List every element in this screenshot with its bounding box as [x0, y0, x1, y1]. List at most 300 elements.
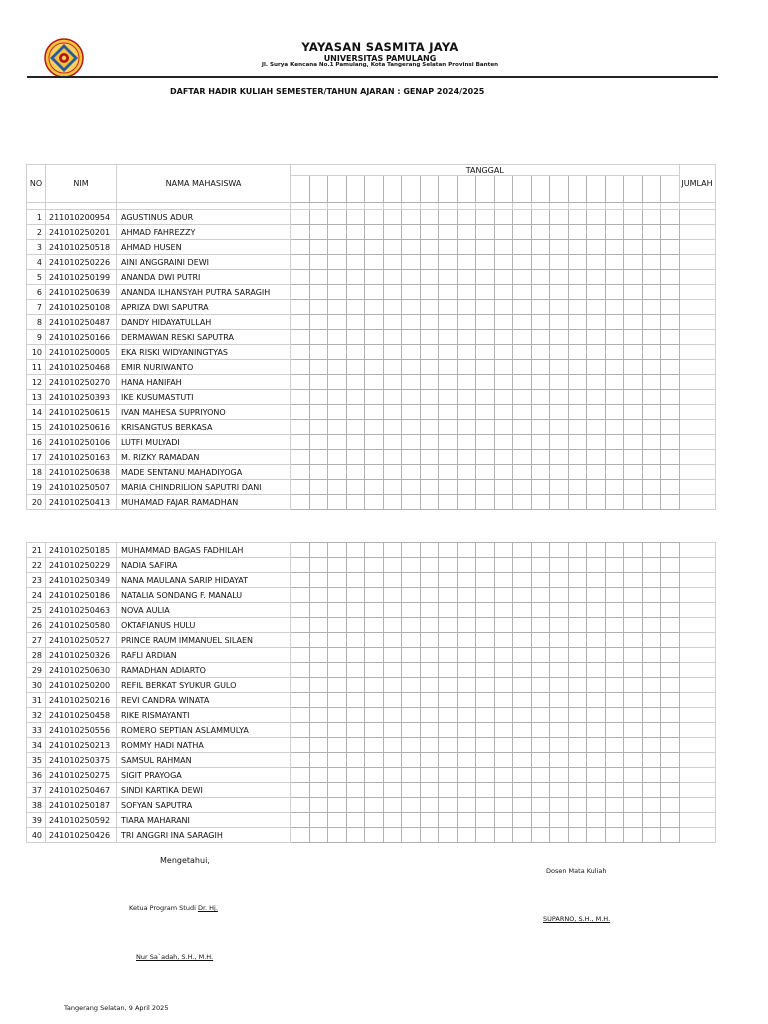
attendance-cell	[476, 390, 495, 405]
attendance-cell	[365, 588, 384, 603]
attendance-cell	[420, 603, 439, 618]
attendance-cell	[568, 330, 587, 345]
attendance-cell	[439, 435, 458, 450]
spacer-cell	[346, 203, 365, 210]
row-nim: 241010250426	[46, 828, 117, 843]
attendance-cell	[642, 768, 661, 783]
attendance-cell	[439, 753, 458, 768]
attendance-cell	[365, 633, 384, 648]
attendance-cell	[420, 255, 439, 270]
attendance-cell	[346, 480, 365, 495]
attendance-cell	[476, 225, 495, 240]
attendance-cell	[476, 270, 495, 285]
attendance-cell	[328, 543, 347, 558]
row-no: 40	[27, 828, 46, 843]
attendance-cell	[476, 435, 495, 450]
attendance-cell	[513, 480, 532, 495]
attendance-cell	[661, 345, 680, 360]
table-row	[27, 708, 716, 723]
attendance-cell	[291, 678, 310, 693]
row-nim: 241010250487	[46, 315, 117, 330]
attendance-cell	[568, 345, 587, 360]
attendance-cell	[605, 663, 624, 678]
attendance-cell	[624, 543, 643, 558]
attendance-cell	[365, 768, 384, 783]
table-row	[27, 360, 716, 375]
row-nama: KRISANGTUS BERKASA	[117, 420, 291, 435]
attendance-cell	[420, 375, 439, 390]
attendance-cell	[494, 270, 513, 285]
attendance-cell	[513, 738, 532, 753]
attendance-cell	[365, 693, 384, 708]
table-row	[27, 480, 716, 495]
attendance-cell	[587, 693, 606, 708]
attendance-cell	[661, 738, 680, 753]
attendance-cell	[513, 315, 532, 330]
attendance-cell	[328, 390, 347, 405]
attendance-cell	[568, 798, 587, 813]
attendance-cell	[642, 753, 661, 768]
attendance-cell	[309, 240, 328, 255]
attendance-cell	[402, 753, 421, 768]
attendance-cell	[642, 588, 661, 603]
row-nim: 241010250616	[46, 420, 117, 435]
attendance-cell	[439, 798, 458, 813]
row-nama: DERMAWAN RESKI SAPUTRA	[117, 330, 291, 345]
row-nim: 241010250592	[46, 813, 117, 828]
attendance-cell	[531, 603, 550, 618]
attendance-cell	[531, 270, 550, 285]
attendance-cell	[346, 255, 365, 270]
spacer-cell	[513, 203, 532, 210]
attendance-cell	[365, 663, 384, 678]
attendance-cell	[531, 240, 550, 255]
attendance-cell	[476, 255, 495, 270]
attendance-cell	[457, 738, 476, 753]
attendance-cell	[439, 375, 458, 390]
table-row	[27, 450, 716, 465]
row-jumlah	[679, 255, 715, 270]
attendance-cell	[605, 420, 624, 435]
attendance-cell	[642, 618, 661, 633]
row-nim: 241010250186	[46, 588, 117, 603]
attendance-cell	[568, 573, 587, 588]
attendance-cell	[365, 360, 384, 375]
attendance-cell	[531, 738, 550, 753]
attendance-cell	[531, 768, 550, 783]
attendance-cell	[605, 783, 624, 798]
attendance-cell	[346, 420, 365, 435]
attendance-cell	[328, 450, 347, 465]
attendance-cell	[383, 450, 402, 465]
attendance-cell	[439, 405, 458, 420]
attendance-cell	[587, 678, 606, 693]
attendance-cell	[383, 753, 402, 768]
attendance-cell	[309, 315, 328, 330]
attendance-cell	[494, 603, 513, 618]
attendance-cell	[642, 603, 661, 618]
attendance-cell	[420, 225, 439, 240]
attendance-cell	[587, 813, 606, 828]
attendance-cell	[346, 315, 365, 330]
attendance-cell	[420, 813, 439, 828]
attendance-cell	[291, 225, 310, 240]
attendance-cell	[309, 300, 328, 315]
attendance-cell	[291, 345, 310, 360]
attendance-cell	[476, 573, 495, 588]
attendance-cell	[439, 603, 458, 618]
attendance-cell	[346, 633, 365, 648]
attendance-cell	[550, 315, 569, 330]
attendance-cell	[513, 603, 532, 618]
row-nama: ROMERO SEPTIAN ASLAMMULYA	[117, 723, 291, 738]
table-row	[27, 255, 716, 270]
table-row	[27, 783, 716, 798]
attendance-cell	[402, 405, 421, 420]
attendance-cell	[605, 603, 624, 618]
attendance-cell	[291, 663, 310, 678]
attendance-cell	[328, 480, 347, 495]
attendance-cell	[346, 828, 365, 843]
attendance-cell	[642, 738, 661, 753]
attendance-cell	[513, 693, 532, 708]
attendance-cell	[550, 480, 569, 495]
spacer-cell	[383, 203, 402, 210]
attendance-cell	[624, 813, 643, 828]
attendance-cell	[624, 828, 643, 843]
attendance-cell	[365, 255, 384, 270]
attendance-table-2	[26, 542, 716, 843]
row-jumlah	[679, 330, 715, 345]
attendance-cell	[457, 270, 476, 285]
attendance-cell	[420, 588, 439, 603]
attendance-cell	[476, 465, 495, 480]
table-row	[27, 315, 716, 330]
attendance-cell	[642, 390, 661, 405]
attendance-cell	[605, 405, 624, 420]
spacer-cell	[117, 203, 291, 210]
attendance-cell	[513, 633, 532, 648]
row-no: 7	[27, 300, 46, 315]
attendance-cell	[402, 300, 421, 315]
attendance-cell	[642, 375, 661, 390]
attendance-cell	[383, 375, 402, 390]
attendance-cell	[476, 285, 495, 300]
row-no: 25	[27, 603, 46, 618]
attendance-cell	[457, 633, 476, 648]
attendance-cell	[476, 738, 495, 753]
table-row	[27, 648, 716, 663]
attendance-cell	[494, 813, 513, 828]
attendance-cell	[624, 618, 643, 633]
attendance-cell	[291, 285, 310, 300]
attendance-cell	[550, 708, 569, 723]
attendance-cell	[402, 225, 421, 240]
attendance-cell	[457, 543, 476, 558]
row-no: 34	[27, 738, 46, 753]
attendance-cell	[309, 783, 328, 798]
attendance-cell	[291, 828, 310, 843]
attendance-cell	[642, 633, 661, 648]
attendance-cell	[476, 798, 495, 813]
attendance-cell	[587, 255, 606, 270]
attendance-cell	[531, 798, 550, 813]
row-no: 28	[27, 648, 46, 663]
attendance-cell	[624, 210, 643, 225]
attendance-cell	[624, 633, 643, 648]
attendance-cell	[383, 828, 402, 843]
spacer-cell	[494, 203, 513, 210]
attendance-cell	[661, 798, 680, 813]
attendance-cell	[309, 330, 328, 345]
attendance-cell	[365, 573, 384, 588]
attendance-cell	[642, 723, 661, 738]
row-nim: 241010250518	[46, 240, 117, 255]
attendance-cell	[605, 240, 624, 255]
row-no: 1	[27, 210, 46, 225]
row-no: 37	[27, 783, 46, 798]
col-header-nim: NIM	[46, 165, 117, 203]
attendance-cell	[605, 330, 624, 345]
row-jumlah	[679, 375, 715, 390]
row-nama: MADE SENTANU MAHADIYOGA	[117, 465, 291, 480]
row-jumlah	[679, 753, 715, 768]
attendance-cell	[383, 240, 402, 255]
attendance-cell	[550, 270, 569, 285]
row-nama: ANANDA ILHANSYAH PUTRA SARAGIH	[117, 285, 291, 300]
attendance-cell	[476, 480, 495, 495]
attendance-cell	[439, 345, 458, 360]
attendance-cell	[550, 240, 569, 255]
attendance-cell	[309, 435, 328, 450]
attendance-cell	[642, 678, 661, 693]
attendance-cell	[309, 813, 328, 828]
attendance-cell	[642, 345, 661, 360]
attendance-cell	[420, 465, 439, 480]
attendance-cell	[291, 390, 310, 405]
attendance-cell	[642, 240, 661, 255]
attendance-cell	[291, 768, 310, 783]
row-nama: MUHAMAD FAJAR RAMADHAN	[117, 495, 291, 510]
attendance-cell	[439, 768, 458, 783]
row-nim: 241010250163	[46, 450, 117, 465]
row-jumlah	[679, 315, 715, 330]
attendance-cell	[365, 225, 384, 240]
row-nim: 241010250349	[46, 573, 117, 588]
attendance-cell	[531, 255, 550, 270]
attendance-cell	[291, 783, 310, 798]
row-no: 3	[27, 240, 46, 255]
attendance-cell	[513, 558, 532, 573]
row-nama: AINI ANGGRAINI DEWI	[117, 255, 291, 270]
row-no: 6	[27, 285, 46, 300]
attendance-cell	[494, 315, 513, 330]
row-no: 10	[27, 345, 46, 360]
row-nim: 241010250166	[46, 330, 117, 345]
row-nim: 241010250630	[46, 663, 117, 678]
attendance-cell	[365, 405, 384, 420]
attendance-cell	[661, 405, 680, 420]
row-nim: 241010250413	[46, 495, 117, 510]
attendance-cell	[587, 495, 606, 510]
attendance-cell	[383, 270, 402, 285]
spacer-cell	[309, 203, 328, 210]
attendance-cell	[328, 330, 347, 345]
attendance-cell	[420, 663, 439, 678]
attendance-cell	[568, 618, 587, 633]
attendance-cell	[568, 543, 587, 558]
attendance-cell	[457, 663, 476, 678]
attendance-cell	[457, 315, 476, 330]
attendance-cell	[346, 285, 365, 300]
date-header-cell	[328, 176, 347, 203]
attendance-cell	[494, 588, 513, 603]
row-nim: 241010250615	[46, 405, 117, 420]
attendance-cell	[661, 648, 680, 663]
row-nim: 241010250326	[46, 648, 117, 663]
date-header-cell	[587, 176, 606, 203]
attendance-cell	[494, 495, 513, 510]
dosen-label: Dosen Mata Kuliah	[546, 867, 607, 875]
attendance-cell	[420, 828, 439, 843]
attendance-cell	[383, 768, 402, 783]
attendance-cell	[568, 360, 587, 375]
table-row	[27, 270, 716, 285]
row-jumlah	[679, 495, 715, 510]
attendance-cell	[494, 420, 513, 435]
attendance-cell	[531, 663, 550, 678]
attendance-cell	[402, 798, 421, 813]
spacer-cell	[642, 203, 661, 210]
date-header-cell	[550, 176, 569, 203]
attendance-cell	[402, 210, 421, 225]
attendance-cell	[383, 300, 402, 315]
ketua-label-text: Ketua Program Studi	[129, 904, 196, 912]
attendance-cell	[365, 375, 384, 390]
attendance-cell	[550, 768, 569, 783]
attendance-cell	[476, 330, 495, 345]
attendance-cell	[550, 543, 569, 558]
attendance-cell	[346, 708, 365, 723]
attendance-cell	[365, 678, 384, 693]
attendance-cell	[383, 360, 402, 375]
row-no: 18	[27, 465, 46, 480]
table-row	[27, 225, 716, 240]
attendance-cell	[642, 420, 661, 435]
attendance-cell	[291, 435, 310, 450]
attendance-cell	[476, 588, 495, 603]
row-no: 15	[27, 420, 46, 435]
attendance-cell	[439, 573, 458, 588]
attendance-cell	[439, 360, 458, 375]
row-nim: 241010250468	[46, 360, 117, 375]
date-header-cell	[476, 176, 495, 203]
row-nama: NATALIA SONDANG F. MANALU	[117, 588, 291, 603]
attendance-cell	[587, 450, 606, 465]
attendance-cell	[383, 573, 402, 588]
row-nama: NANA MAULANA SARIP HIDAYAT	[117, 573, 291, 588]
row-no: 33	[27, 723, 46, 738]
attendance-cell	[328, 573, 347, 588]
attendance-cell	[365, 618, 384, 633]
attendance-cell	[476, 240, 495, 255]
table-row	[27, 813, 716, 828]
attendance-cell	[605, 828, 624, 843]
attendance-cell	[439, 315, 458, 330]
attendance-cell	[605, 633, 624, 648]
attendance-cell	[457, 603, 476, 618]
attendance-cell	[587, 270, 606, 285]
attendance-cell	[550, 255, 569, 270]
attendance-cell	[476, 813, 495, 828]
attendance-cell	[291, 573, 310, 588]
attendance-cell	[642, 480, 661, 495]
attendance-cell	[494, 828, 513, 843]
row-nama: IKE KUSUMASTUTI	[117, 390, 291, 405]
attendance-cell	[439, 783, 458, 798]
attendance-cell	[587, 738, 606, 753]
attendance-cell	[661, 465, 680, 480]
attendance-cell	[494, 480, 513, 495]
attendance-cell	[402, 783, 421, 798]
attendance-cell	[550, 375, 569, 390]
attendance-cell	[661, 480, 680, 495]
attendance-cell	[346, 678, 365, 693]
attendance-cell	[568, 663, 587, 678]
row-nama: SINDI KARTIKA DEWI	[117, 783, 291, 798]
row-nama: PRINCE RAUM IMMANUEL SILAEN	[117, 633, 291, 648]
attendance-cell	[346, 648, 365, 663]
attendance-cell	[291, 693, 310, 708]
attendance-cell	[476, 768, 495, 783]
attendance-cell	[642, 270, 661, 285]
attendance-cell	[420, 783, 439, 798]
attendance-cell	[309, 210, 328, 225]
date-header-cell	[513, 176, 532, 203]
row-no: 11	[27, 360, 46, 375]
date-header-cell	[383, 176, 402, 203]
attendance-cell	[568, 270, 587, 285]
attendance-cell	[531, 435, 550, 450]
attendance-cell	[291, 588, 310, 603]
attendance-cell	[624, 573, 643, 588]
attendance-cell	[383, 345, 402, 360]
attendance-cell	[439, 330, 458, 345]
attendance-cell	[550, 300, 569, 315]
row-no: 14	[27, 405, 46, 420]
attendance-cell	[587, 360, 606, 375]
attendance-cell	[291, 558, 310, 573]
attendance-cell	[661, 813, 680, 828]
attendance-cell	[365, 708, 384, 723]
attendance-cell	[568, 300, 587, 315]
attendance-cell	[439, 588, 458, 603]
attendance-cell	[346, 210, 365, 225]
attendance-cell	[550, 573, 569, 588]
attendance-cell	[513, 798, 532, 813]
row-jumlah	[679, 558, 715, 573]
row-nim: 241010250556	[46, 723, 117, 738]
table-row	[27, 285, 716, 300]
attendance-cell	[309, 255, 328, 270]
row-nama: AGUSTINUS ADUR	[117, 210, 291, 225]
attendance-cell	[402, 330, 421, 345]
attendance-cell	[328, 210, 347, 225]
attendance-cell	[291, 210, 310, 225]
attendance-cell	[568, 678, 587, 693]
row-no: 13	[27, 390, 46, 405]
attendance-cell	[605, 798, 624, 813]
